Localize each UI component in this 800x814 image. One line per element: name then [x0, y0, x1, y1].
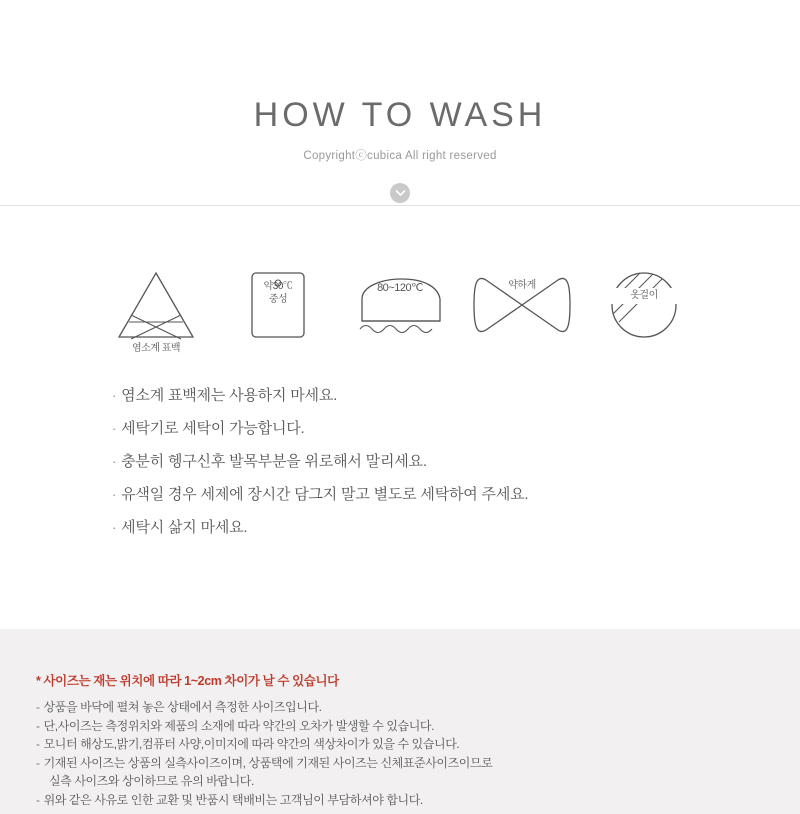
list-item [112, 421, 732, 436]
note-text: 세탁기로 세탁이 가능합니다. [121, 420, 305, 437]
notice-text: 단,사이즈는 측정위치와 제품의 소재에 따라 약간의 오차가 발생할 수 있습니다. [43, 718, 435, 733]
note-text: 염소계 표백제는 사용하지 마세요. [121, 387, 338, 404]
size-notice-heading [36, 671, 800, 689]
scroll-down-button[interactable] [0, 183, 800, 203]
wash-care-icon-row [0, 250, 800, 360]
page-header [0, 0, 800, 203]
asterisk-icon: * [36, 674, 41, 688]
iron-temp-label: 80~120℃ [377, 282, 423, 294]
no-bleach-label: 염소계 표백 [131, 342, 181, 354]
bullet-dot: · [112, 421, 117, 436]
note-text: 세탁시 삶지 마세요. [121, 519, 248, 536]
hang-dry-label: 옷걸이 [583, 288, 705, 304]
bullet-dot: · [112, 520, 117, 535]
list-item [112, 520, 732, 535]
bullet-dot: · [112, 388, 117, 403]
dash-marker: - [36, 755, 40, 770]
size-notice-heading-text: 사이즈는 재는 위치에 따라 1~2cm 차이가 날 수 있습니다 [43, 674, 339, 688]
list-item [36, 735, 800, 754]
list-item [36, 717, 800, 736]
dash-marker: - [36, 737, 40, 752]
copyright-text: Copyrightⓒcubica All right reserved [303, 150, 497, 162]
page-title: HOW TO WASH [253, 96, 547, 134]
list-item [112, 487, 732, 502]
note-text: 유색일 경우 세제에 장시간 담그지 말고 별도로 세탁하여 주세요. [121, 486, 529, 503]
dash-marker: - [36, 718, 40, 733]
notice-text: 상품을 바닥에 펼쳐 놓은 상태에서 측정한 사이즈입니다. [43, 700, 322, 714]
list-item [36, 698, 800, 717]
iron-80-120-icon [339, 250, 461, 360]
machine-wash-30-icon [217, 250, 339, 360]
list-item [36, 791, 800, 810]
bullet-dot: · [112, 454, 117, 469]
notice-text: 기재된 사이즈는 상품의 실측사이즈이며, 상품택에 기재된 사이즈는 신체표준사이즈이므로 [43, 755, 493, 770]
machine-wash-label: 약30℃ 중성 [263, 281, 293, 305]
wring-gently-icon [461, 250, 583, 360]
chevron-down-icon[interactable] [390, 183, 410, 203]
size-notice-panel [0, 629, 800, 814]
no-bleach-icon [95, 250, 217, 360]
header-divider [0, 205, 800, 206]
notice-text: 실측 사이즈와 상이하므로 유의 바랍니다. [49, 774, 254, 789]
notice-text: 위와 같은 사유로 인한 교환 및 반품시 택배비는 고객님이 부담하셔야 합니다. [43, 792, 423, 807]
wring-label: 약하게 [508, 280, 536, 291]
hang-dry-icon [583, 250, 705, 360]
bullet-dot: · [112, 487, 117, 502]
wash-notes-list [112, 388, 732, 553]
notice-text: 모니터 해상도,밝기,컴퓨터 사양,이미지에 따라 약간의 색상차이가 있을 수 있습니다. [43, 737, 460, 752]
dash-marker: - [36, 700, 40, 714]
list-item [36, 772, 800, 791]
list-item [112, 454, 732, 469]
note-text: 충분히 헹구신후 발목부분을 위로해서 말리세요. [121, 453, 427, 470]
list-item [36, 754, 800, 773]
list-item [112, 388, 732, 403]
dash-marker: - [36, 792, 40, 807]
